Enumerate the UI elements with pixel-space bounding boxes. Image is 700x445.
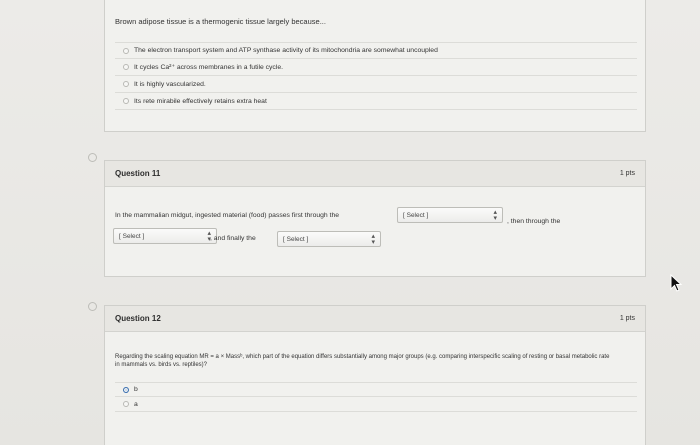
answer-label: The electron transport system and ATP synthase activity of its mitochondria are somewhat uncoupled xyxy=(134,47,438,54)
flag-question-icon[interactable] xyxy=(88,153,97,162)
answer-list xyxy=(115,382,637,412)
radio-button-selected[interactable] xyxy=(123,387,129,393)
select-caret-icon: ▴ ▾ xyxy=(371,233,375,246)
answer-option[interactable] xyxy=(115,42,637,59)
question-title: Question 12 xyxy=(115,314,161,323)
question-text-part1: In the mammalian midgut, ingested material (food) passes first through the xyxy=(115,212,340,219)
question-points: 1 pts xyxy=(619,170,635,177)
question-text-part3: , and finally the xyxy=(210,235,256,242)
answer-list xyxy=(115,42,637,110)
radio-button[interactable] xyxy=(123,48,129,54)
answer-label: It is highly vascularized. xyxy=(134,80,206,88)
answer-label: Its rete mirabile effectively retains extra heat xyxy=(134,97,267,105)
select-second-region[interactable] xyxy=(113,228,217,244)
radio-button[interactable] xyxy=(123,64,129,70)
select-caret-icon: ▴ ▾ xyxy=(207,230,211,243)
select-first-region[interactable] xyxy=(397,207,503,223)
answer-label: It cycles Ca²⁺ across membranes in a futile cycle. xyxy=(134,64,284,71)
radio-button[interactable] xyxy=(123,98,129,104)
mouse-cursor-icon xyxy=(670,274,684,292)
answer-label: a xyxy=(134,400,138,408)
answer-option[interactable] xyxy=(115,397,637,412)
answer-option[interactable] xyxy=(115,382,637,397)
radio-button[interactable] xyxy=(123,401,129,407)
question-card-previous xyxy=(104,0,646,132)
question-text-part2: , then through the xyxy=(507,218,561,225)
question-text: Regarding the scaling equation MR = a × Massᵇ, which part of the equation differs substantially among major groups (e.g. comparing interspecific scaling of resting or basal metabolic rate in mammals vs. birds vs. reptiles)? xyxy=(115,354,610,368)
select-value: [ Select ] xyxy=(119,232,145,240)
select-final-region[interactable] xyxy=(277,231,381,247)
question-header xyxy=(105,161,645,187)
answer-label: b xyxy=(134,386,138,393)
answer-option[interactable] xyxy=(115,93,637,110)
select-value: [ Select ] xyxy=(403,211,429,219)
select-caret-icon: ▴ ▾ xyxy=(493,209,497,222)
question-points: 1 pts xyxy=(619,315,635,322)
question-card-11 xyxy=(104,160,646,277)
question-text: Brown adipose tissue is a thermogenic tissue largely because... xyxy=(115,17,326,26)
select-value: [ Select ] xyxy=(283,235,309,243)
question-title: Question 11 xyxy=(115,169,161,178)
flag-question-icon[interactable] xyxy=(88,302,97,311)
question-card-12 xyxy=(104,305,646,445)
question-header xyxy=(105,306,645,332)
answer-option[interactable] xyxy=(115,59,637,76)
answer-option[interactable] xyxy=(115,76,637,93)
radio-button[interactable] xyxy=(123,81,129,87)
